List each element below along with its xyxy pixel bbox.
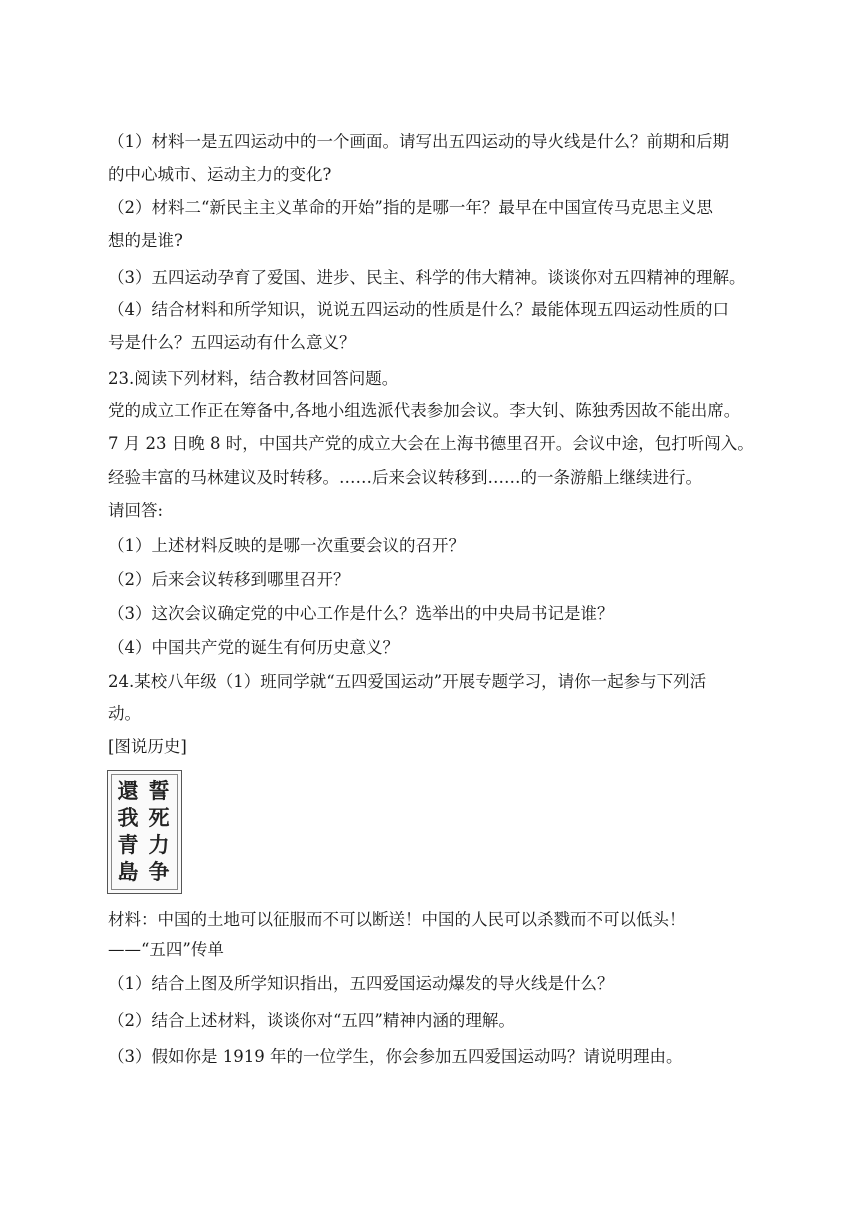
q22-sub4-line2: 号是什么？五四运动有什么意义？ [108,333,356,352]
q22-sub2-line1: （2）材料二“新民主主义革命的开始”指的是哪一年？最早在中国宣传马克思主义思 [108,198,713,217]
q24-source: ——“五四”传单 [108,940,224,959]
q23-prompt: 请回答: [108,501,164,520]
q23-material-line2: 7 月 23 日晚 8 时，中国共产党的成立大会在上海书德里召开。会议中途，包打听闯入。 [108,434,754,453]
q23-sub3: （3）这次会议确定党的中心工作是什么？选举出的中央局书记是谁？ [108,604,614,623]
q22-sub1-line2: 的中心城市、运动主力的变化? [108,165,332,184]
q23-sub4: （4）中国共产党的诞生有何历史意义？ [108,638,399,657]
q22-sub3: （3）五四运动孕育了爱国、进步、民主、科学的伟大精神。谈谈你对五四精神的理解。 [108,268,746,287]
q23-material-line3: 经验丰富的马林建议及时转移。……后来会议转移到……的一条游船上继续进行。 [108,468,702,487]
banner-char: 誓 [148,778,170,803]
banner-char: 我 [117,805,139,830]
banner-char: 争 [148,859,170,884]
q24-sub3: （3）假如你是 1919 年的一位学生，你会参加五四爱国运动吗？请说明理由。 [108,1047,683,1066]
q24-title-line1: 24.某校八年级（1）班同学就“五四爱国运动”开展专题学习，请你一起参与下列活 [108,672,707,691]
q22-sub4-line1: （4）结合材料和所学知识，说说五四运动的性质是什么？最能体现五四运动性质的口 [108,300,729,319]
protest-banner-image [107,770,182,894]
q23-material-line1: 党的成立工作正在筹备中,各地小组选派代表参加会议。李大钊、陈独秀因故不能出席。 [108,401,741,420]
q24-material: 材料：中国的土地可以征服而不可以断送！中国的人民可以杀戮而不可以低头！ [108,910,686,929]
q24-title-line2: 动。 [108,704,141,723]
q24-sub1: （1）结合上图及所学知识指出，五四爱国运动爆发的导火线是什么？ [108,974,614,993]
banner-char: 還 [117,778,139,803]
q24-section-label: [图说历史] [108,737,187,756]
banner-left-column [113,777,143,885]
banner-char: 死 [148,805,170,830]
q23-sub1: （1）上述材料反映的是哪一次重要会议的召开？ [108,536,465,555]
banner-char: 青 [117,832,139,857]
q22-sub1-line1: （1）材料一是五四运动中的一个画面。请写出五四运动的导火线是什么？前期和后期 [108,132,729,151]
q24-sub2: （2）结合上述材料，谈谈你对“五四”精神内涵的理解。 [108,1011,515,1030]
q23-sub2: （2）后来会议转移到哪里召开？ [108,570,350,589]
q23-title: 23.阅读下列材料，结合教材回答问题。 [108,369,399,388]
banner-char: 島 [117,859,139,884]
banner-char: 力 [148,832,170,857]
banner-right-column [144,777,174,885]
q22-sub2-line2: 想的是谁? [108,231,183,250]
